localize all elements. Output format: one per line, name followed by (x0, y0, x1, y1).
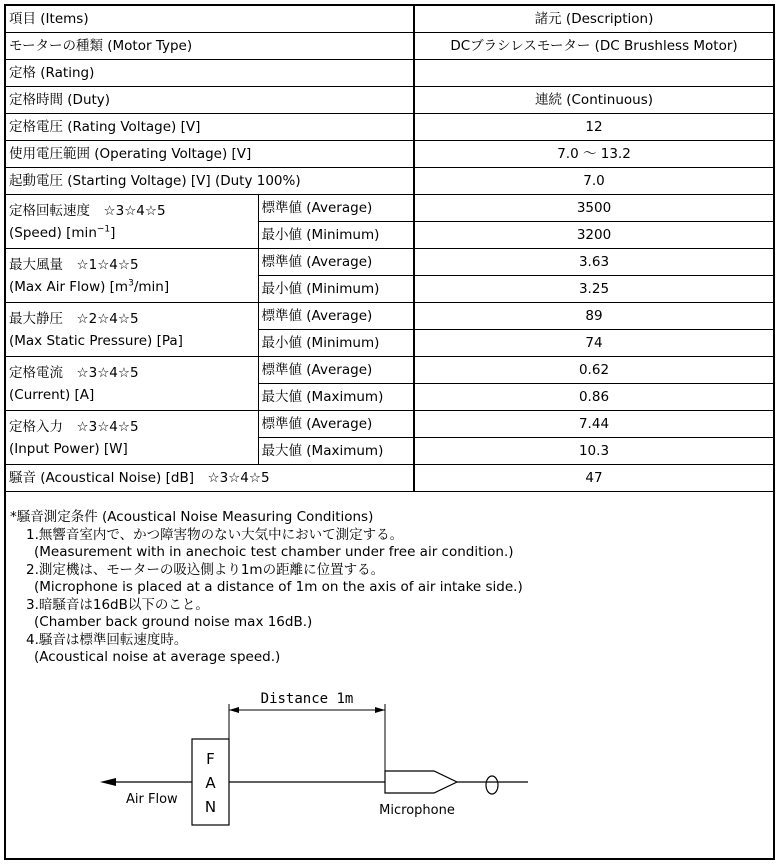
row-value: 0.62 (414, 357, 773, 384)
unit-superscript: 3 (128, 278, 134, 289)
row-value: 12 (414, 114, 773, 141)
note-en: (Acoustical noise at average speed.) (34, 649, 281, 665)
airflow-arrow-icon (100, 778, 116, 786)
group-label-line1: 定格入力 ☆3☆4☆5 (9, 419, 139, 435)
dimension-arrow-right (375, 707, 385, 713)
note-jp: 2.測定機は、モーターの吸込側より1mの距離に位置する。 (26, 561, 385, 578)
unit-text: (Speed) [min (9, 225, 97, 241)
note-en: (Chamber back ground noise max 16dB.) (34, 614, 313, 630)
row-value: DCブラシレスモーター (DC Brushless Motor) (414, 33, 773, 60)
row-label: 起動電圧 (Starting Voltage) [V] (Duty 100%) (6, 168, 414, 195)
row-value: 89 (414, 303, 773, 330)
row-value: 連続 (Continuous) (414, 87, 773, 114)
group-label-line1: 最大風量 ☆1☆4☆5 (9, 257, 139, 273)
row-label: 使用電圧範囲 (Operating Voltage) [V] (6, 141, 414, 168)
unit-text-end: ] (110, 225, 116, 241)
row-value: 7.0 (414, 168, 773, 195)
row-label: 定格時間 (Duty) (6, 87, 414, 114)
microphone-icon (385, 771, 457, 793)
group-label-line1: 最大静圧 ☆2☆4☆5 (9, 311, 139, 327)
row-value: 3500 (414, 195, 773, 222)
sub-label: 標準値 (Average) (258, 411, 414, 438)
row-value: 0.86 (414, 384, 773, 411)
note-jp: 4.騒音は標準回転速度時。 (26, 631, 188, 648)
row-label: 定格電圧 (Rating Voltage) [V] (6, 114, 414, 141)
note-en: (Measurement with in anechoic test chamber under free air condition.) (34, 544, 514, 560)
unit-superscript: −1 (96, 224, 111, 235)
row-value: 74 (414, 330, 773, 357)
sub-label: 最小値 (Minimum) (258, 330, 414, 357)
unit-text: (Input Power) [W] (9, 441, 128, 457)
sub-label: 最大値 (Maximum) (258, 438, 414, 465)
spec-sheet (4, 4, 775, 860)
header-description: 諸元 (Description) (414, 6, 773, 33)
group-label-line1: 定格回転速度 ☆3☆4☆5 (9, 203, 166, 219)
row-label: 騒音 (Acoustical Noise) [dB] ☆3☆4☆5 (6, 465, 414, 492)
row-value: 3200 (414, 222, 773, 249)
row-value: 47 (414, 465, 773, 492)
fan-letter-a: A (205, 774, 216, 792)
measurement-diagram (6, 6, 773, 858)
distance-label: Distance 1m (260, 691, 354, 707)
group-label-line1: 定格電流 ☆3☆4☆5 (9, 365, 139, 381)
note-jp: 3.暗騒音は16dB以下のこと。 (26, 596, 209, 613)
row-value: 3.63 (414, 249, 773, 276)
unit-text: (Max Air Flow) [m (9, 279, 129, 295)
note-jp: 1.無響音室内で、かつ障害物のない大気中において測定する。 (26, 526, 404, 543)
microphone-label: Microphone (379, 803, 455, 818)
cable-loop-icon (486, 776, 498, 794)
header-items: 項目 (Items) (6, 6, 414, 33)
sub-label: 最大値 (Maximum) (258, 384, 414, 411)
sub-label: 標準値 (Average) (258, 195, 414, 222)
row-label: モーターの種類 (Motor Type) (6, 33, 414, 60)
dimension-arrow-left (229, 707, 239, 713)
unit-text: (Max Static Pressure) [Pa] (9, 333, 183, 349)
sub-label: 標準値 (Average) (258, 357, 414, 384)
fan-letter-n: N (204, 798, 217, 816)
row-value: 3.25 (414, 276, 773, 303)
note-en: (Microphone is placed at a distance of 1m on the axis of air intake side.) (34, 579, 523, 595)
row-label: 定格 (Rating) (6, 60, 414, 87)
sub-label: 標準値 (Average) (258, 303, 414, 330)
sub-label: 最小値 (Minimum) (258, 222, 414, 249)
fan-letter-f: F (206, 750, 215, 768)
row-value: 7.0 ～ 13.2 (414, 141, 773, 168)
airflow-label: Air Flow (126, 792, 178, 807)
sub-label: 最小値 (Minimum) (258, 276, 414, 303)
sub-label: 標準値 (Average) (258, 249, 414, 276)
row-value: 10.3 (414, 438, 773, 465)
unit-text-end: /min] (133, 279, 170, 295)
unit-text: (Current) [A] (9, 387, 95, 403)
notes-title: *騒音測定条件 (Acoustical Noise Measuring Conditions) (10, 509, 374, 525)
row-value: 7.44 (414, 411, 773, 438)
